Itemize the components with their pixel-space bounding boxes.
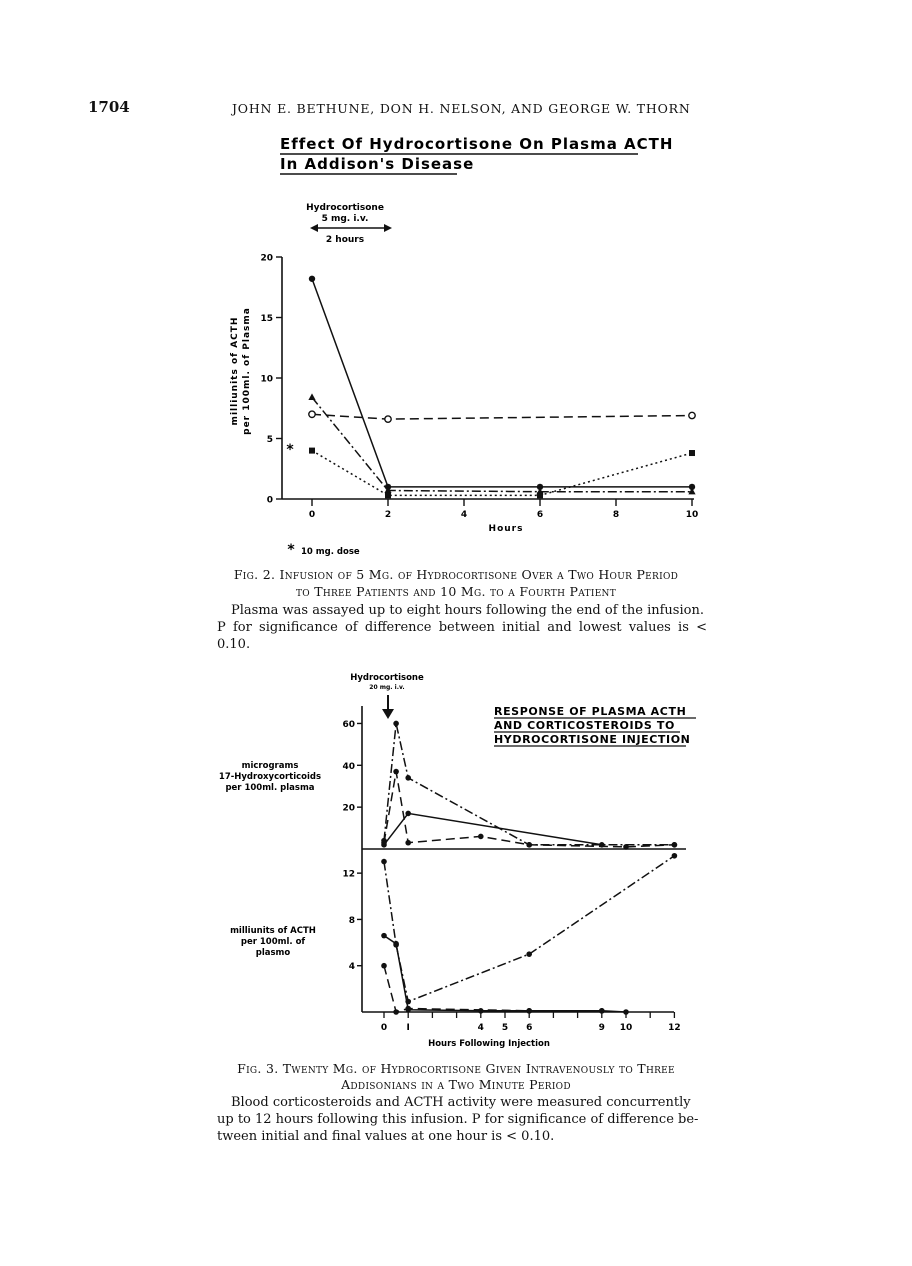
- fig3-caption-line2: Addisonians in a Two Minute Period: [341, 1077, 571, 1092]
- fig3-bottom-series-line-3: [384, 856, 674, 1002]
- fig3-top-ylabel-line3: per 100ml. plasma: [225, 783, 315, 793]
- fig3-bottom-series-line-1: [384, 936, 626, 1012]
- fig2-x-tick-label: 2: [384, 510, 392, 520]
- fig3-top-data-point: [405, 811, 411, 817]
- fig2-data-point-3: [689, 412, 695, 418]
- fig2-ylabel-line2: per 100ml. of Plasma: [242, 307, 252, 435]
- fig3-bottom-data-point: [393, 1009, 399, 1015]
- fig2-data-point-2: [308, 393, 315, 400]
- fig3-annotation-dose: 20 mg. i.v.: [369, 684, 405, 691]
- fig2-x-tick-label: 0: [308, 510, 316, 520]
- fig2-y-tick-label: 0: [266, 495, 273, 506]
- fig3-text-line1: Blood corticosteroids and ACTH activity were measured concurrently: [231, 1095, 691, 1110]
- fig2-chart: [210, 125, 730, 565]
- fig2-series: [308, 276, 695, 499]
- fig3-bottom-ylabel-line3: plasmo: [255, 948, 291, 958]
- fig2-caption-line1: Fig. 2. Infusion of 5 Mg. of Hydrocortisone Over a Two Hour Period: [233, 567, 679, 582]
- fig2-data-point-3: [309, 411, 315, 417]
- fig3-top-y-tick-label: 40: [342, 761, 355, 772]
- fig2-x-tick-label: 4: [460, 510, 468, 520]
- fig3-top-ylabel-line2: 17-Hydroxycorticoids: [218, 772, 322, 782]
- fig2-series-line-3: [312, 414, 692, 419]
- fig2-annotation-dose: 5 mg. i.v.: [321, 214, 369, 224]
- fig2-data-point-4: [309, 448, 315, 454]
- fig3-bottom-data-point: [381, 859, 387, 865]
- fig3-bottom-data-point: [405, 999, 411, 1005]
- fig2-series-line-1: [312, 279, 692, 487]
- fig2-data-point-4: [537, 492, 543, 498]
- fig3-bottom-data-point: [599, 1008, 605, 1014]
- fig2-title-line2: In Addison's Disease: [280, 155, 475, 173]
- fig2-duration-arrow: [310, 224, 392, 232]
- fig2-data-point-4: [689, 450, 695, 456]
- fig3-chart: [210, 665, 710, 1060]
- fig3-bottom-ylabel-line2: per 100ml. of: [240, 937, 306, 947]
- fig3-x-tick-label: 6: [526, 1023, 533, 1033]
- fig3-top-series-line-1: [384, 813, 602, 844]
- fig2-xlabel: Hours: [488, 524, 524, 534]
- fig3-title-line3: HYDROCORTISONE INJECTION: [494, 733, 691, 746]
- fig2-data-point-3: [385, 416, 391, 422]
- fig3-axes: [342, 706, 686, 1033]
- fig2-y-tick-label: 5: [266, 435, 273, 445]
- fig2-ylabel: [230, 307, 252, 435]
- fig3-bottom-series-line-2: [384, 966, 602, 1012]
- fig2-x-tick-label: 6: [536, 510, 544, 520]
- fig3-top-data-point: [405, 840, 411, 846]
- fig2-y-tick-label: 10: [260, 374, 273, 385]
- fig2-x-tick-label: 8: [612, 510, 620, 520]
- fig3-top-ylabel-line1: micrograms: [241, 761, 299, 771]
- fig3-x-tick-label: 5: [501, 1023, 509, 1033]
- fig2-annotation-drug: Hydrocortisone: [306, 203, 384, 213]
- fig3-top-y-tick-label: 60: [342, 719, 355, 730]
- fig2-data-point-1: [309, 276, 315, 282]
- fig3-top-data-point: [381, 838, 387, 844]
- fig3-x-tick-label: 10: [619, 1023, 633, 1033]
- fig2-x-tick-label: 10: [685, 510, 699, 520]
- fig3-series: [381, 721, 677, 1015]
- fig3-top-data-point: [393, 769, 399, 775]
- fig3-top-data-point: [526, 842, 532, 848]
- fig2-annotation-duration: 2 hours: [325, 235, 365, 245]
- fig3-top-y-tick-label: 20: [342, 803, 355, 814]
- fig3-text-line2: up to 12 hours following this infusion. P for significance of difference be-: [217, 1112, 699, 1127]
- fig2-text-line1: Plasma was assayed up to eight hours following the end of the infusion.: [231, 603, 704, 618]
- fig3-x-tick-label: 9: [598, 1023, 605, 1033]
- fig3-title-line1: RESPONSE OF PLASMA ACTH: [494, 705, 687, 718]
- fig2-title-line1: Effect Of Hydrocortisone On Plasma ACTH: [280, 135, 674, 153]
- fig2-footnote-symbol: *: [287, 542, 295, 558]
- fig3-top-data-point: [405, 775, 411, 781]
- fig3-annotation-drug: Hydrocortisone: [350, 673, 424, 683]
- fig3-bottom-y-tick-label: 12: [342, 869, 355, 880]
- page-number: 1704: [88, 98, 130, 116]
- fig2-data-point-4: [385, 492, 391, 498]
- fig2-axes: [260, 254, 698, 521]
- fig3-bottom-data-point: [526, 1008, 532, 1014]
- fig2-y-tick-label: 15: [260, 314, 273, 324]
- fig3-caption-line1: Fig. 3. Twenty Mg. of Hydrocortisone Given Intravenously to Three: [237, 1061, 675, 1076]
- fig3-bottom-data-point: [405, 1006, 411, 1012]
- fig3-top-data-point: [672, 842, 678, 848]
- fig2-ylabel-line1: milliunits of ACTH: [230, 316, 240, 426]
- fig2-y-tick-label: 20: [260, 253, 273, 264]
- fig3-bottom-data-point: [526, 951, 532, 957]
- fig2-series-line-2: [312, 397, 692, 491]
- fig2-series-line-4: [312, 451, 692, 496]
- fig3-xlabel: Hours Following Injection: [428, 1039, 550, 1049]
- fig3-x-tick-label: 0: [380, 1023, 388, 1033]
- fig3-x-tick-label: 4: [477, 1023, 484, 1033]
- fig3-top-data-point: [393, 721, 399, 727]
- fig2-annotation-star: *: [286, 442, 294, 458]
- fig3-bottom-data-point: [381, 963, 387, 969]
- fig3-title-line2: AND CORTICOSTEROIDS TO: [494, 719, 675, 732]
- fig2-footnote: 10 mg. dose: [301, 547, 360, 557]
- fig3-text-line3: tween initial and final values at one hour is < 0.10.: [217, 1129, 555, 1144]
- fig3-bottom-y-tick-label: 4: [348, 962, 355, 973]
- fig3-x-tick-label: 12: [668, 1023, 681, 1033]
- fig2-text-line2: P for significance of difference between initial and lowest values is < 0.10.: [217, 620, 707, 652]
- fig3-bottom-y-tick-label: 8: [348, 915, 355, 926]
- running-header-authors: JOHN E. BETHUNE, DON H. NELSON, AND GEORGE W. THORN: [232, 101, 691, 116]
- fig3-bottom-data-point: [672, 853, 678, 859]
- fig3-bottom-data-point: [623, 1009, 629, 1015]
- fig3-bottom-ylabel-line1: milliunits of ACTH: [230, 926, 316, 936]
- fig3-top-data-point: [478, 834, 484, 840]
- fig3-bottom-data-point: [381, 933, 387, 939]
- fig3-bottom-data-point: [478, 1008, 484, 1014]
- fig2-caption-line2: to Three Patients and 10 Mg. to a Fourth Patient: [295, 584, 617, 599]
- fig3-top-series-line-2: [384, 772, 674, 847]
- fig3-bottom-data-point: [393, 942, 399, 948]
- fig3-injection-arrow: [382, 695, 394, 719]
- fig3-x-tick-label: I: [406, 1023, 410, 1033]
